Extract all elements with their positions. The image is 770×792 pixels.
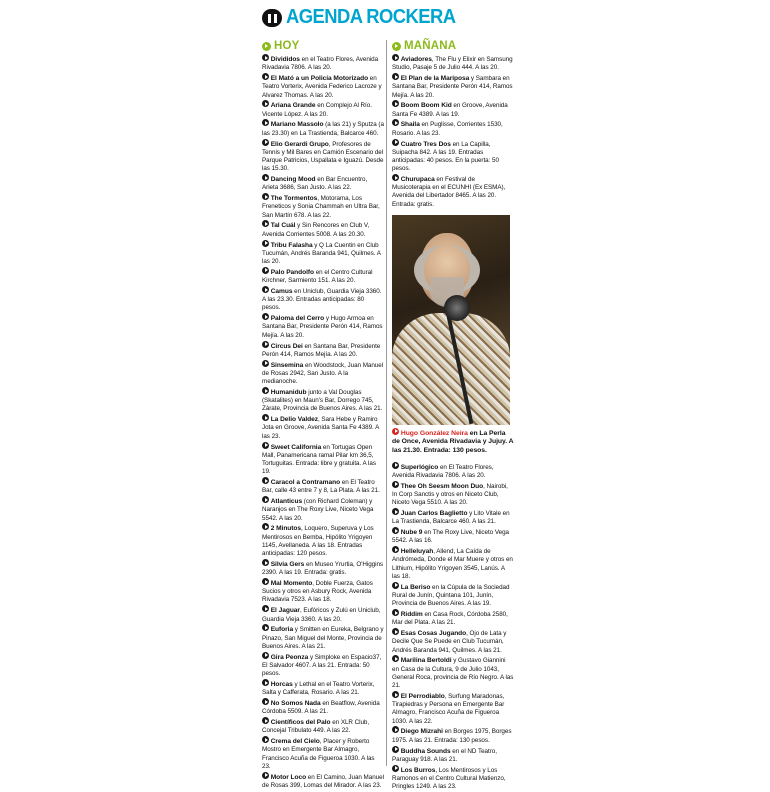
event-item (392, 691, 514, 726)
event-details: en el Teatro Flores, Avenida Rivadavia 7806. A las 20. (262, 56, 379, 72)
event-item (262, 559, 384, 577)
play-bullet-icon (392, 42, 401, 51)
event-artist: Juan Carlos Baglietto (400, 510, 468, 518)
event-list-manana-bottom (392, 462, 514, 792)
play-bullet-icon (262, 267, 269, 274)
event-details: en El Camino, Juan Manuel de Rosas 399, Lomas del Mirador. A las 23. (262, 773, 384, 789)
event-item (262, 100, 384, 118)
event-artist: Ariana Grande (270, 102, 316, 110)
caption-text: en La Perla de Once, Avenida Rivadavia y Jujuy. A las 21.30. Entrada: 130 pesos. (392, 429, 514, 455)
event-details: (con Richard Coleman) y Naranjos en The Roxy Live, Niceto Vega 5542. A las 20. (262, 498, 374, 522)
event-details: , Eufóricos y Zulú en Uniclub, Guardia Vieja 3360. A las 20. (262, 607, 381, 623)
event-artist: La Delio Valdez (270, 416, 318, 424)
event-details: y Lethal en el Teatro Vorterix, Salta y Cafferata, Rosario. A las 21. (262, 681, 375, 697)
event-item (262, 220, 384, 238)
event-artist: El Plan de la Mariposa (400, 75, 470, 83)
event-details: , Ojo de Lata y Decile Que Se Puede en Club Tucumán, Andrés Baranda 941, Quilmes. A las 21. (392, 630, 507, 654)
event-details: y Lito Vitale en La Trastienda, Balcarce 460. A las 21. (392, 510, 510, 526)
event-details: en Uniclub, Guardia Vieja 3360. A las 23.30. Entradas anticipadas: 80 pesos. (262, 287, 382, 312)
event-item (262, 414, 384, 441)
event-artist: Marilina Bertoldi (400, 657, 452, 665)
event-details: , Los Mentirosos y Los Ramonos en el Centro Cultural Matienzo, Pringles 1249. A las 23. (392, 766, 506, 791)
play-bullet-icon (392, 746, 399, 753)
play-bullet-icon (262, 496, 269, 503)
event-artist: Mal Momento (270, 580, 313, 588)
event-item (392, 655, 514, 690)
play-bullet-icon (392, 726, 399, 733)
event-item (262, 652, 384, 679)
event-details: en Bar Encuentro, Arieta 3686, San Justo. A las 22. (262, 176, 368, 192)
event-item (392, 139, 514, 174)
play-bullet-icon (262, 240, 269, 247)
event-item (262, 523, 384, 558)
event-item (262, 736, 384, 771)
event-artist: Diego Mizrahi (400, 728, 443, 736)
artist-photo (392, 215, 510, 425)
play-bullet-icon (262, 174, 269, 181)
play-bullet-icon (262, 679, 269, 686)
event-artist: Divididos (270, 56, 300, 63)
section-heading-hoy: HOY (262, 40, 384, 52)
event-item (262, 496, 384, 523)
event-artist: El Mató a un Policía Motorizado (270, 75, 369, 83)
event-artist: Tal Cuál (270, 222, 296, 230)
event-details: y Simploke en Espacio37, El Salvador 4607. A las 21. Entrada: 50 pesos. (262, 653, 382, 678)
event-artist: Circus Dei (270, 342, 303, 350)
event-artist: Camus (270, 287, 293, 295)
event-item (262, 698, 384, 716)
column-hoy (262, 40, 384, 791)
event-details: en El Teatro Flores, Avenida Rivadavia 7806. A las 20. (392, 463, 494, 479)
event-details: , Allend, La Caída de Andrómeda, Donde el Mar Muere y otros en Lithium, Hipólito Yrigoyen 3545, Lanús. A las 18. (392, 548, 513, 580)
event-item (392, 628, 514, 655)
play-bullet-icon (392, 765, 399, 772)
play-bullet-icon (262, 477, 269, 484)
event-details: en El Teatro Bar, calle 43 entre 7 y 8, La Plata. A las 21. (262, 479, 380, 495)
event-item (262, 119, 384, 137)
event-details: en Groove, Avenida Santa Fe 4389. A las 19. (392, 102, 508, 118)
play-bullet-icon (262, 624, 269, 631)
event-details: , Profesores de Tennis y Mil Bares en Camión Escenario del Parque Patricios, Uspallata e Iguazú. Desde las 15.30. (262, 140, 384, 173)
event-artist: Nube 9 (400, 529, 423, 537)
event-details: , Sara Hebe y Ramiro Jota en Groove, Avenida Santa Fe 4389. A las 23. (262, 416, 379, 440)
event-details: en Casa Rock, Córdoba 2580, Mar del Plata. A las 21. (392, 611, 508, 627)
event-item (262, 73, 384, 100)
play-bullet-icon (262, 360, 269, 367)
event-item (262, 360, 384, 387)
event-artist: El Perrodiablo (400, 692, 445, 700)
play-bullet-icon (262, 652, 269, 659)
play-bullet-icon (392, 508, 399, 515)
event-details: en el Centro Cultural Kirchner, Sarmiento 151. A las 20. (262, 268, 373, 285)
event-item (392, 527, 514, 545)
play-bullet-icon (392, 174, 399, 181)
event-artist: Superlógico (400, 463, 439, 471)
event-artist: Esas Cosas Jugando (400, 630, 467, 638)
event-artist: Gira Peonza (270, 653, 309, 661)
event-item (392, 508, 514, 526)
play-bullet-icon (392, 54, 399, 61)
event-details: en Santana Bar, Presidente Perón 414, Ramos Mejía. A las 20. (262, 342, 381, 358)
event-artist: Shaila (400, 121, 420, 129)
event-list-manana-top (392, 54, 514, 209)
play-bullet-icon (262, 698, 269, 705)
event-details: en Teatro Vorterix, Avenida Federico Lacroze y Alvarez Thomas. A las 20. (262, 75, 382, 99)
event-artist: Helleluyah (400, 548, 434, 556)
event-item (392, 462, 514, 480)
play-bullet-icon (392, 100, 399, 107)
event-details: , Nairobi, In Corp Sanctis y otros en Niceto Club, Niceto Vega 5510. A las 20. (392, 482, 508, 507)
event-artist: Thee Oh Seesm Moon Duo (400, 482, 484, 490)
pause-icon (262, 9, 282, 27)
event-item (392, 73, 514, 100)
event-item (392, 174, 514, 209)
play-bullet-icon (392, 527, 399, 534)
event-item (262, 139, 384, 174)
header (262, 8, 512, 30)
play-bullet-icon (262, 220, 269, 227)
event-details: en Complejo Al Río. Vicente López. A las 20. (262, 102, 372, 118)
event-item (392, 546, 514, 581)
event-details: , Motorama, Los Freneticos y Sonia Chammah en Ultra Bar, San Martín 678. A las 22. (262, 195, 380, 219)
event-artist: Horcas (270, 681, 293, 688)
play-bullet-icon (392, 462, 399, 469)
play-bullet-icon (262, 54, 269, 61)
event-artist: Cuatro Tres Dos (400, 140, 451, 148)
play-bullet-icon (392, 139, 399, 146)
event-artist: Caracol a Contramano (270, 479, 341, 487)
play-bullet-icon (262, 736, 269, 743)
event-details: en la Cúpula de la Sociedad Rural de Junín, Quintana 101, Junín, Provincia de Buenos Aires. A las 19. (392, 583, 510, 608)
event-item (392, 100, 514, 118)
play-bullet-icon (262, 139, 269, 146)
event-details: junto a Val Douglas (Skatalites) en Maun's Bar, Dorrego 745, Zárate, Provincia de Buenos Aires. A las 21. (262, 388, 383, 413)
event-details: y Sin Rencores en Club V, Avenida Corrientes 5008. A las 20.30. (262, 222, 370, 238)
event-details: en Woodstock, Juan Manuel de Rosas 2942, San Justo. A la medianoche. (262, 361, 384, 386)
play-bullet-icon (262, 414, 269, 421)
event-item (262, 54, 384, 72)
event-item (262, 174, 384, 192)
event-artist: Científicos del Palo (270, 719, 331, 727)
event-details: (a las 21) y Sputza (a las 23.30) en La Trastienda, Balcarce 460. (262, 121, 384, 137)
event-details: en The Roxy Live, Niceto Vega 5542. A las 16. (392, 529, 509, 545)
play-bullet-icon (262, 387, 269, 394)
play-bullet-icon (262, 442, 269, 449)
event-artist: Mariano Massolo (270, 121, 324, 129)
play-bullet-icon (262, 286, 269, 293)
event-artist: El Jaguar (270, 607, 300, 615)
event-item (392, 609, 514, 627)
photo-caption (392, 428, 514, 456)
play-bullet-icon (392, 691, 399, 698)
play-bullet-icon (262, 193, 269, 200)
event-artist: Los Burros (400, 766, 436, 774)
play-bullet-icon (262, 559, 269, 566)
play-bullet-icon (262, 605, 269, 612)
event-artist: Sinsemina (270, 361, 304, 369)
event-artist: Riddim (400, 611, 423, 619)
event-item (262, 442, 384, 477)
event-artist: Euforia (270, 626, 294, 634)
event-item (262, 286, 384, 313)
event-details: y Gustavo Giannini en Casa de la Cultura, 9 de Julio 1043, General Roca, provincia de Río Negro. A las 21. (392, 657, 514, 690)
event-item (262, 679, 384, 697)
event-details: en el ND Teatro, Paraguay 918. A las 21. (392, 747, 497, 763)
event-details: , Surfung Maradonas, Tirapiedras y Persona en Emergente Bar Almagro, Francisco Acuña de Figueroa 1030. A las 22. (392, 692, 505, 725)
event-item (392, 119, 514, 137)
event-item (262, 605, 384, 623)
event-item (262, 341, 384, 359)
event-details: en XLR Club, Concejal Tribulato 449. A las 22. (262, 719, 370, 735)
event-artist: 2 Minutos (270, 525, 302, 533)
event-artist: Palo Pandolfo (270, 268, 315, 276)
event-artist: Churupaca (400, 176, 435, 184)
play-bullet-icon (392, 655, 399, 662)
event-artist: Boom Boom Kid (400, 102, 452, 110)
event-item (262, 387, 384, 414)
caption-name: Hugo González Neira (400, 429, 468, 437)
play-bullet-icon (262, 42, 271, 51)
play-bullet-icon (392, 428, 399, 435)
event-item (262, 578, 384, 605)
event-item (392, 746, 514, 764)
event-artist: Humanidub (270, 388, 307, 396)
play-bullet-icon (262, 313, 269, 320)
event-item (262, 193, 384, 220)
event-details: y Sambara en Santana Bar, Presidente Perón 414, Ramos Mejía. A las 20. (392, 75, 513, 99)
event-details: , Loquero, Superuva y Los Mentirosos en Bemba, Hipólito Yrigoyen 1145, Avellaneda. A las 18. Entradas anticipadas: 120 pesos. (262, 525, 374, 558)
play-bullet-icon (392, 609, 399, 616)
event-artist: Buddha Sounds (400, 747, 451, 755)
play-bullet-icon (392, 119, 399, 126)
play-bullet-icon (262, 717, 269, 724)
event-details: , Placer y Roberto Mostro en Emergente Bar Almagro, Francisco Acuña de Figueroa 1030. A las 23. (262, 738, 375, 770)
event-details: en Festival de Musicoterapia en el ECUNHI (Ex ESMA), Avenida del Libertador 8465. A las 20. Entrada: gratis. (392, 176, 506, 208)
event-details: , Doble Fuerza, Gatos Sucios y otros en Asbury Rock, Avenida Rivadavia 7523. A las 18. (262, 580, 373, 604)
section-heading-manana: MAÑANA (392, 40, 514, 52)
event-artist: Paloma del Cerro (270, 315, 325, 323)
event-details: y Q La Cuentin en Club Tucumán, Andrés Baranda 941, Quilmes. A las 20. (262, 241, 381, 265)
column-manana (392, 40, 514, 792)
play-bullet-icon (262, 578, 269, 585)
event-artist: Sweet California (270, 443, 322, 451)
event-item (262, 717, 384, 735)
event-item (262, 240, 384, 267)
event-details: en Borges 1975, Borges 1975. A las 21. Entrada: 130 pesos. (392, 728, 512, 744)
event-artist: Dancing Mood (270, 176, 316, 184)
event-artist: Elio Gerardi Grupo (270, 140, 329, 148)
event-artist: Crema del Cielo (270, 738, 320, 746)
event-artist: La Beriso (400, 583, 431, 591)
event-artist: Silvia Gers (270, 560, 305, 568)
event-item (262, 267, 384, 285)
event-artist: Tribu Falasha (270, 241, 313, 249)
play-bullet-icon (262, 119, 269, 126)
column-divider (386, 40, 387, 766)
event-artist: The Tormentos (270, 195, 318, 203)
event-details: en Beatflow, Avenida Córdoba 5509. A las 21. (262, 700, 380, 716)
play-bullet-icon (262, 73, 269, 80)
event-item (392, 765, 514, 792)
event-item (392, 481, 514, 508)
event-artist: Aviadores (400, 56, 432, 63)
event-details: en La Capilla, Suipacha 842. A las 19. Entradas anticipadas: 40 pesos. En la puerta: 50 pesos. (392, 140, 499, 173)
event-item (392, 54, 514, 72)
event-artist: Motor Loco (270, 773, 307, 781)
play-bullet-icon (262, 772, 269, 779)
event-item (392, 726, 514, 744)
event-details: en Puglisse, Corrientes 1530, Rosario. A las 23. (392, 121, 503, 137)
play-bullet-icon (262, 341, 269, 348)
event-artist: Atlanticus (270, 498, 303, 506)
event-details: y Hugo Armoa en Santana Bar, Presidente Perón 414, Ramos Mejía. A las 20. (262, 315, 383, 339)
play-bullet-icon (392, 546, 399, 553)
event-details: , The Flu y Elixir en Samsung Studio, Pasaje 5 de Julio 444. A las 20. (392, 56, 513, 72)
play-bullet-icon (392, 481, 399, 488)
event-details: en Museo Yrurtia, O'Higgins 2390. A las 19. Entrada: gratis. (262, 560, 384, 577)
event-item (262, 772, 384, 790)
play-bullet-icon (392, 628, 399, 635)
event-item (262, 624, 384, 651)
page-title: AGENDA ROCKERA (286, 6, 456, 28)
event-list-hoy (262, 54, 384, 790)
play-bullet-icon (262, 100, 269, 107)
event-artist: No Somos Nada (270, 700, 321, 708)
play-bullet-icon (392, 73, 399, 80)
event-item (392, 582, 514, 609)
microphone-icon (444, 295, 470, 321)
event-details: y Smitten en Eureka, Belgrano y Pinazo, San Miguel del Monte, Provincia de Buenos Aires. A las 21. (262, 626, 384, 650)
event-item (262, 477, 384, 495)
play-bullet-icon (262, 523, 269, 530)
play-bullet-icon (392, 582, 399, 589)
event-item (262, 313, 384, 340)
event-details: en Tortugas Open Mall, Panamericana ramal Pilar km 36,5, Tortuguitas. Entrada: libre y gratuita. A las 19. (262, 443, 376, 476)
